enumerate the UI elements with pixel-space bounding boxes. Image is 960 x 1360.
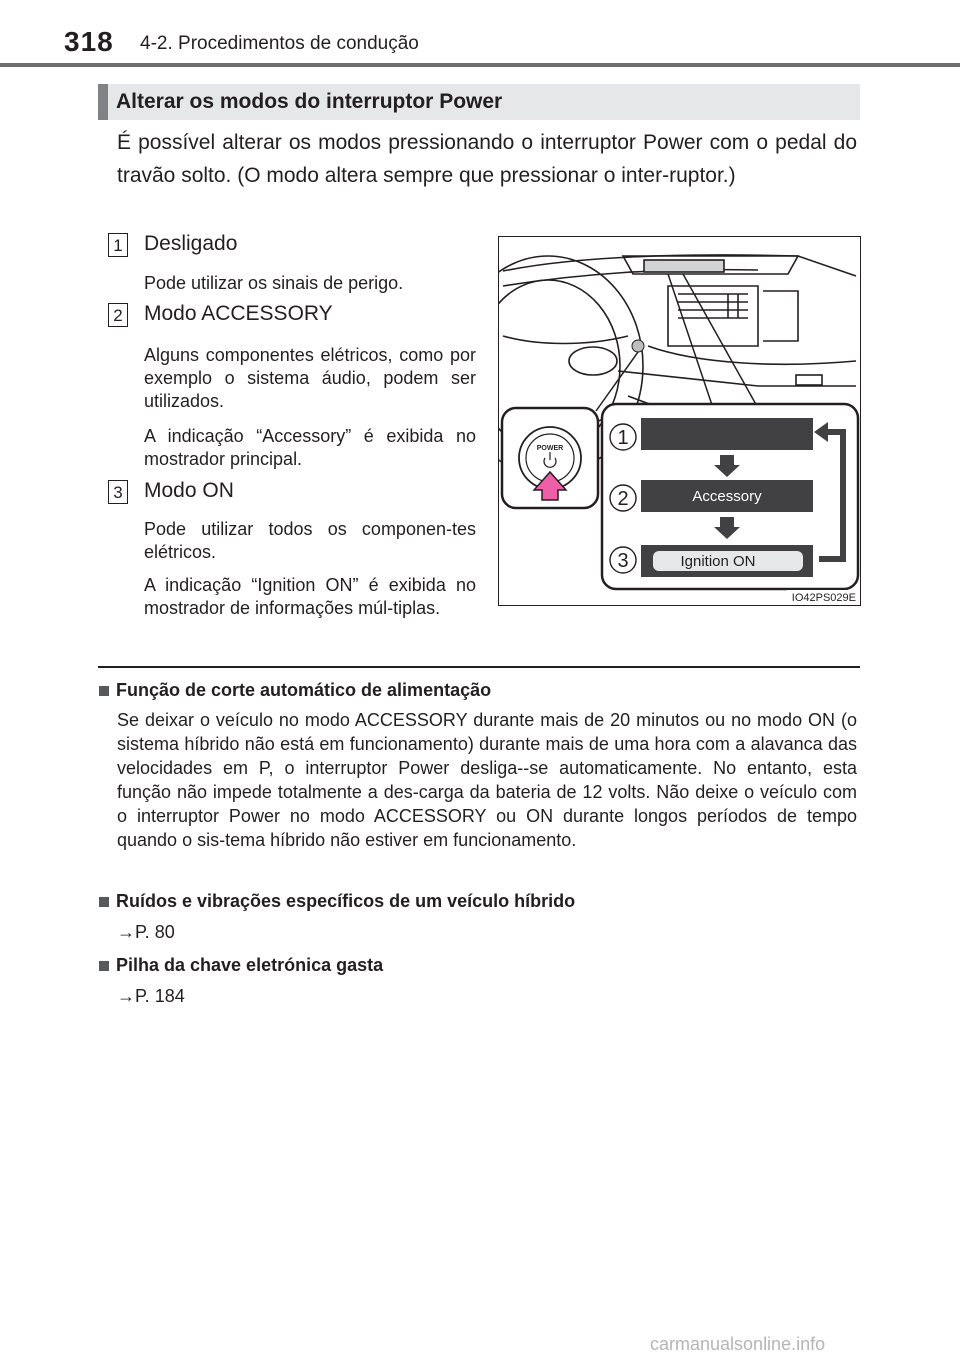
- note-1-heading: [99, 680, 491, 701]
- display-ignition-text: Ignition ON: [680, 553, 756, 570]
- section-title: Alterar os modos do interruptor Power: [116, 90, 503, 113]
- mode-1-title: Desligado: [144, 232, 238, 255]
- power-switch-illustration: [498, 236, 861, 606]
- note-3-title: Pilha da chave eletrónica gasta: [116, 955, 384, 975]
- square-bullet-icon: [99, 897, 109, 907]
- mode-2-title: Modo ACCESSORY: [144, 302, 333, 325]
- mode-2-desc-1: Alguns componentes elétricos, como por exemplo o sistema áudio, podem ser utilizados.: [144, 345, 476, 411]
- note-2-heading: [99, 891, 575, 912]
- step-3-number: 3: [617, 550, 629, 572]
- mode-1-desc: Pode utilizar os sinais de perigo.: [144, 273, 404, 293]
- mode-2-number: 2: [108, 303, 128, 327]
- intro-paragraph: É possível alterar os modos pressionando o interruptor Power com o pedal do travão solto. (O modo altera sempre que pressionar o inter-ruptor.): [117, 131, 857, 187]
- watermark: carmanualsonline.info: [650, 1334, 826, 1354]
- mode-2-desc-2: A indicação “Accessory” é exibida no mostrador principal.: [144, 426, 476, 469]
- display-accessory-text: Accessory: [692, 488, 762, 505]
- display-off: [641, 418, 813, 450]
- mode-3-title: Modo ON: [144, 479, 234, 502]
- square-bullet-icon: [99, 961, 109, 971]
- power-button-label: POWER: [536, 445, 564, 452]
- section-divider: [98, 666, 860, 668]
- step-1-number: 1: [617, 427, 629, 449]
- square-bullet-icon: [99, 686, 109, 696]
- note-2-title: Ruídos e vibrações específicos de um veículo híbrido: [116, 891, 576, 911]
- note-2-reference: →P. 80: [117, 922, 175, 942]
- note-1-body: Se deixar o veículo no modo ACCESSORY durante mais de 20 minutos ou no modo ON (o sistema híbrido não está em funcionamento) durante mais de uma hora com a alavanca das velocidades em P, o interruptor Power desliga--se automaticamente. No entanto, esta função não impede totalmente a des-carga da bateria de 12 volts. Não deixe o veículo com o interruptor Power no modo ACCESSORY ou ON durante longos períodos de tempo quando o sis-tema híbrido não estiver em funcionamento.: [117, 710, 857, 850]
- note-3-heading: [99, 955, 383, 976]
- step-2-number: 2: [617, 488, 629, 510]
- note-3-reference: →P. 184: [117, 986, 185, 1006]
- page-number: 318: [64, 26, 114, 57]
- mode-1-number: 1: [108, 233, 128, 257]
- header-rule: [0, 63, 960, 67]
- note-1-title: Função de corte automático de alimentação: [116, 680, 492, 700]
- mode-3-desc-2: A indicação “Ignition ON” é exibida no mostrador de informações múl-tiplas.: [144, 575, 476, 618]
- figure-code: IO42PS029E: [791, 592, 856, 604]
- running-header: 4-2. Procedimentos de condução: [140, 33, 419, 54]
- mode-3-desc-1: Pode utilizar todos os componen-tes elétricos.: [144, 519, 476, 562]
- mode-3-number: 3: [108, 480, 128, 504]
